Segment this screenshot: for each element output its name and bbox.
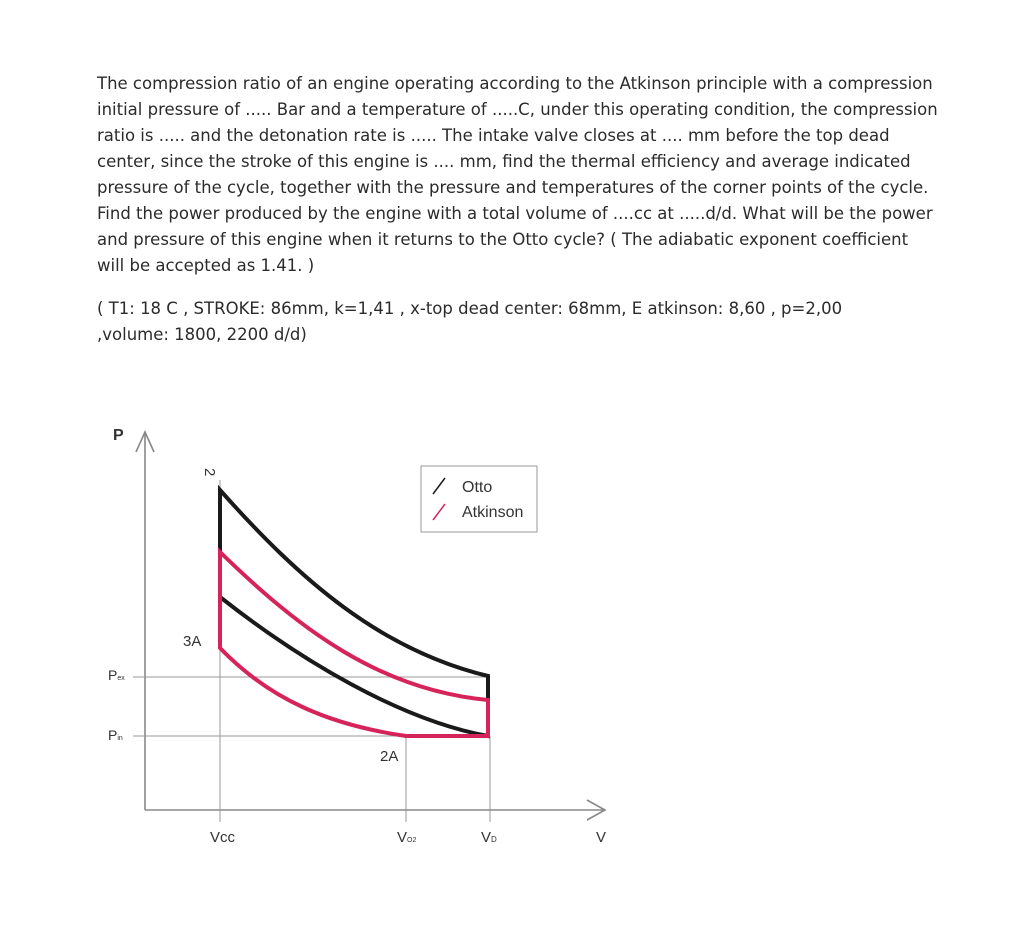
legend-otto-label: Otto	[462, 479, 493, 496]
axis-x-label: V	[596, 829, 607, 846]
pex-label: Pex	[108, 667, 125, 683]
vo2-label: VO2	[397, 829, 417, 846]
problem-line: Find the power produced by the engine with a total volume of ....cc at .....d/d. What will be the power	[97, 204, 933, 223]
problem-line: ratio is ..... and the detonation rate is ..... The intake valve closes at .... mm before the top dead	[97, 126, 890, 145]
atkinson-cycle	[220, 552, 488, 736]
given-line: ( T1: 18 C , STROKE: 86mm, k=1,41 , x-top dead center: 68mm, E atkinson: 8,60 , p=2,00	[97, 299, 843, 318]
point-3a-label: 3A	[183, 633, 202, 650]
pin-label: Pin	[108, 727, 123, 743]
vo-label: VD	[481, 829, 497, 846]
legend-atkinson-label: Atkinson	[462, 504, 524, 521]
point-2a-label: 2A	[380, 748, 399, 765]
legend-box	[421, 466, 537, 532]
problem-line: will be accepted as 1.41. )	[97, 256, 315, 275]
problem-line: pressure of the cycle, together with the pressure and temperatures of the corner points of the cycle.	[97, 178, 929, 197]
vcc-label: Vcc	[210, 829, 236, 846]
legend	[421, 466, 537, 532]
problem-line: initial pressure of ..... Bar and a temperature of .....C, under this operating condition, the compression	[97, 100, 938, 119]
axis-y-label: P	[113, 427, 124, 444]
problem-line: center, since the stroke of this engine is .... mm, find the thermal efficiency and average indicated	[97, 152, 911, 171]
given-line: ,volume: 1800, 2200 d/d)	[97, 325, 307, 344]
problem-line: The compression ratio of an engine operating according to the Atkinson principle with a compression	[97, 74, 933, 93]
point-2-label: 2	[201, 468, 218, 477]
problem-line: and pressure of this engine when it returns to the Otto cycle? ( The adiabatic exponent coefficient	[97, 230, 909, 249]
